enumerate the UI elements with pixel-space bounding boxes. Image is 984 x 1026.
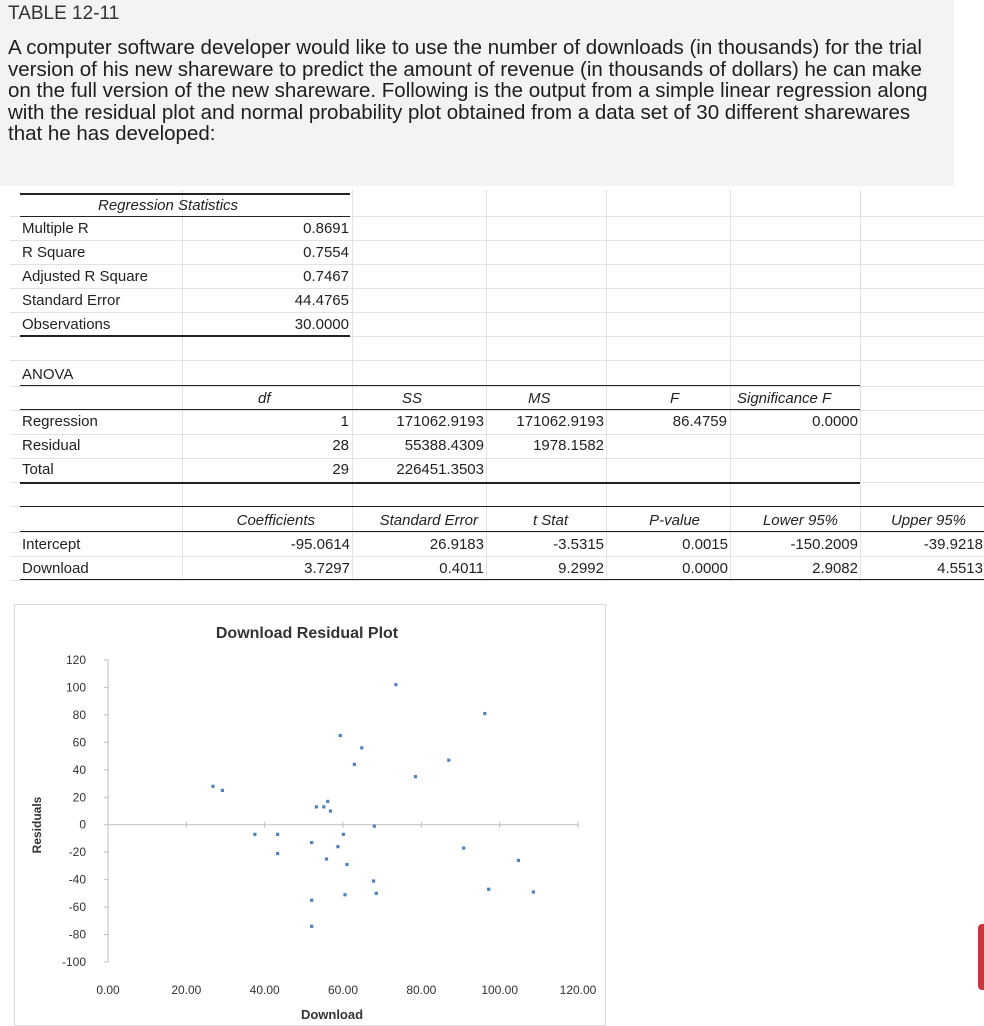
y-tick-label: 20 bbox=[72, 790, 86, 805]
x-tick-label: 0.00 bbox=[96, 983, 120, 997]
coef-value: 3.7297 bbox=[304, 560, 350, 577]
coef-col-tstat: t Stat bbox=[532, 512, 568, 529]
scatter-point bbox=[462, 846, 465, 849]
coef-bottom-rule bbox=[20, 579, 984, 580]
x-axis-label: Download bbox=[300, 1007, 364, 1022]
scatter-point bbox=[276, 833, 279, 836]
scatter-point bbox=[310, 841, 313, 844]
anova-row-label: Residual bbox=[22, 437, 81, 454]
stats-bottom-rule bbox=[20, 335, 350, 337]
coef-row-label: Download bbox=[22, 560, 89, 577]
y-axis-label: Residuals bbox=[30, 796, 44, 854]
coef-col-coefficients: Coefficients bbox=[236, 512, 315, 529]
y-tick-label: -100 bbox=[61, 955, 86, 969]
y-tick-label: 80 bbox=[72, 707, 86, 722]
residual-plot-svg bbox=[15, 605, 605, 1025]
scatter-point bbox=[343, 893, 346, 896]
scatter-point bbox=[325, 857, 328, 860]
scatter-point bbox=[315, 805, 318, 808]
scatter-point bbox=[326, 800, 329, 803]
x-tick-label: 120.00 bbox=[559, 983, 597, 997]
regression-output-sheet bbox=[10, 190, 984, 590]
coef-top-rule bbox=[20, 506, 984, 507]
anova-df: 29 bbox=[332, 461, 349, 478]
anova-header-rule bbox=[20, 409, 860, 410]
x-tick-label: 60.00 bbox=[327, 983, 359, 997]
coef-header-rule bbox=[20, 531, 984, 532]
stats-label: Standard Error bbox=[22, 292, 121, 309]
coef-col-pvalue: P-value bbox=[649, 512, 700, 529]
anova-ms: 1978.1582 bbox=[533, 437, 604, 454]
stats-header: Regression Statistics bbox=[98, 197, 239, 214]
coef-col-se: Standard Error bbox=[379, 512, 478, 529]
table-title: TABLE 12-11 bbox=[8, 3, 120, 24]
side-tab-marker[interactable] bbox=[978, 924, 984, 990]
scatter-point bbox=[532, 890, 535, 893]
residual-plot bbox=[14, 604, 606, 1026]
coef-pvalue: 0.0000 bbox=[682, 560, 728, 577]
scatter-point bbox=[353, 763, 356, 766]
y-tick-label: -20 bbox=[68, 845, 86, 860]
y-tick-label: 40 bbox=[72, 762, 86, 777]
coef-value: -95.0614 bbox=[290, 536, 350, 553]
scatter-point bbox=[372, 879, 375, 882]
scatter-point bbox=[342, 833, 345, 836]
y-tick-label: 60 bbox=[72, 735, 86, 750]
stats-value: 0.8691 bbox=[303, 220, 349, 237]
x-tick-label: 20.00 bbox=[171, 983, 202, 997]
scatter-point bbox=[221, 789, 224, 792]
y-tick-label: 100 bbox=[65, 680, 86, 695]
stats-label: Multiple R bbox=[22, 220, 89, 237]
x-tick-label: 80.00 bbox=[406, 983, 437, 997]
coef-se: 26.9183 bbox=[429, 536, 484, 553]
x-tick-label: 40.00 bbox=[249, 983, 280, 997]
anova-col-f: F bbox=[670, 390, 680, 407]
scatter-point bbox=[447, 759, 450, 762]
anova-col-ss: SS bbox=[402, 390, 423, 407]
anova-bottom-rule bbox=[20, 482, 860, 484]
problem-text: A computer software developer would like to use the number of downloads (in thousands) for the trial version of his new shareware to predict the amount of revenue (in thousands of dollars) he can make on the full version of the new shareware. Following is the output from a simple linear regression along with the residual plot and normal probability plot obtained from a data set of 30 different sharewares that he has developed: bbox=[8, 36, 928, 145]
scatter-point bbox=[373, 825, 376, 828]
scatter-point bbox=[339, 734, 342, 737]
anova-ss: 171062.9193 bbox=[396, 413, 484, 430]
anova-sigf: 0.0000 bbox=[812, 413, 858, 430]
anova-ms: 171062.9193 bbox=[516, 413, 604, 430]
anova-df: 28 bbox=[332, 437, 349, 454]
anova-ss: 55388.4309 bbox=[404, 437, 484, 454]
scatter-point bbox=[517, 859, 520, 862]
anova-col-sigf: Significance F bbox=[737, 390, 832, 407]
scatter-point bbox=[310, 925, 313, 928]
stats-value: 0.7467 bbox=[303, 268, 349, 285]
scatter-point bbox=[329, 809, 332, 812]
anova-col-df: df bbox=[258, 390, 271, 407]
anova-ss: 226451.3503 bbox=[396, 461, 484, 478]
anova-top-rule bbox=[20, 385, 860, 386]
anova-row-label: Total bbox=[22, 461, 54, 478]
coef-upper: 4.5513 bbox=[937, 560, 983, 577]
x-tick-label: 100.00 bbox=[481, 983, 519, 997]
coef-row-label: Intercept bbox=[22, 536, 81, 553]
scatter-point bbox=[336, 845, 339, 848]
scatter-point bbox=[276, 852, 279, 855]
coef-col-lower: Lower 95% bbox=[762, 512, 838, 529]
stats-header-rule bbox=[20, 216, 350, 217]
coef-lower: 2.9082 bbox=[812, 560, 858, 577]
anova-header: ANOVA bbox=[22, 366, 74, 383]
problem-header bbox=[0, 0, 954, 186]
coef-se: 0.4011 bbox=[439, 560, 484, 577]
scatter-point bbox=[360, 746, 363, 749]
scatter-point bbox=[375, 892, 378, 895]
stats-value: 30.0000 bbox=[294, 316, 349, 333]
y-tick-label: 0 bbox=[79, 817, 86, 832]
coef-tstat: 9.2992 bbox=[558, 560, 604, 577]
anova-f: 86.4759 bbox=[672, 413, 727, 430]
scatter-point bbox=[253, 833, 256, 836]
anova-row-label: Regression bbox=[22, 413, 98, 430]
scatter-point bbox=[345, 863, 348, 866]
y-tick-label: -40 bbox=[68, 872, 86, 887]
scatter-point bbox=[322, 805, 325, 808]
scatter-point bbox=[394, 683, 397, 686]
scatter-point bbox=[310, 899, 313, 902]
coef-pvalue: 0.0015 bbox=[682, 536, 728, 553]
coef-tstat: -3.5315 bbox=[553, 536, 604, 553]
stats-value: 0.7554 bbox=[303, 244, 349, 261]
coef-lower: -150.2009 bbox=[790, 536, 858, 553]
stats-value: 44.4765 bbox=[294, 292, 349, 309]
scatter-point bbox=[211, 785, 214, 788]
y-tick-label: -80 bbox=[68, 927, 86, 942]
stats-label: R Square bbox=[22, 244, 86, 261]
stats-label: Adjusted R Square bbox=[22, 268, 148, 285]
scatter-point bbox=[487, 888, 490, 891]
scatter-point bbox=[414, 775, 417, 778]
scatter-point bbox=[483, 712, 486, 715]
chart-title: Download Residual Plot bbox=[215, 625, 399, 642]
y-tick-label: 120 bbox=[65, 653, 86, 667]
stats-top-rule bbox=[20, 193, 350, 195]
coef-col-upper: Upper 95% bbox=[890, 512, 966, 529]
anova-col-ms: MS bbox=[528, 390, 551, 407]
y-tick-label: -60 bbox=[68, 900, 86, 915]
anova-df: 1 bbox=[340, 413, 349, 430]
stats-label: Observations bbox=[22, 316, 111, 333]
coef-upper: -39.9218 bbox=[923, 536, 983, 553]
